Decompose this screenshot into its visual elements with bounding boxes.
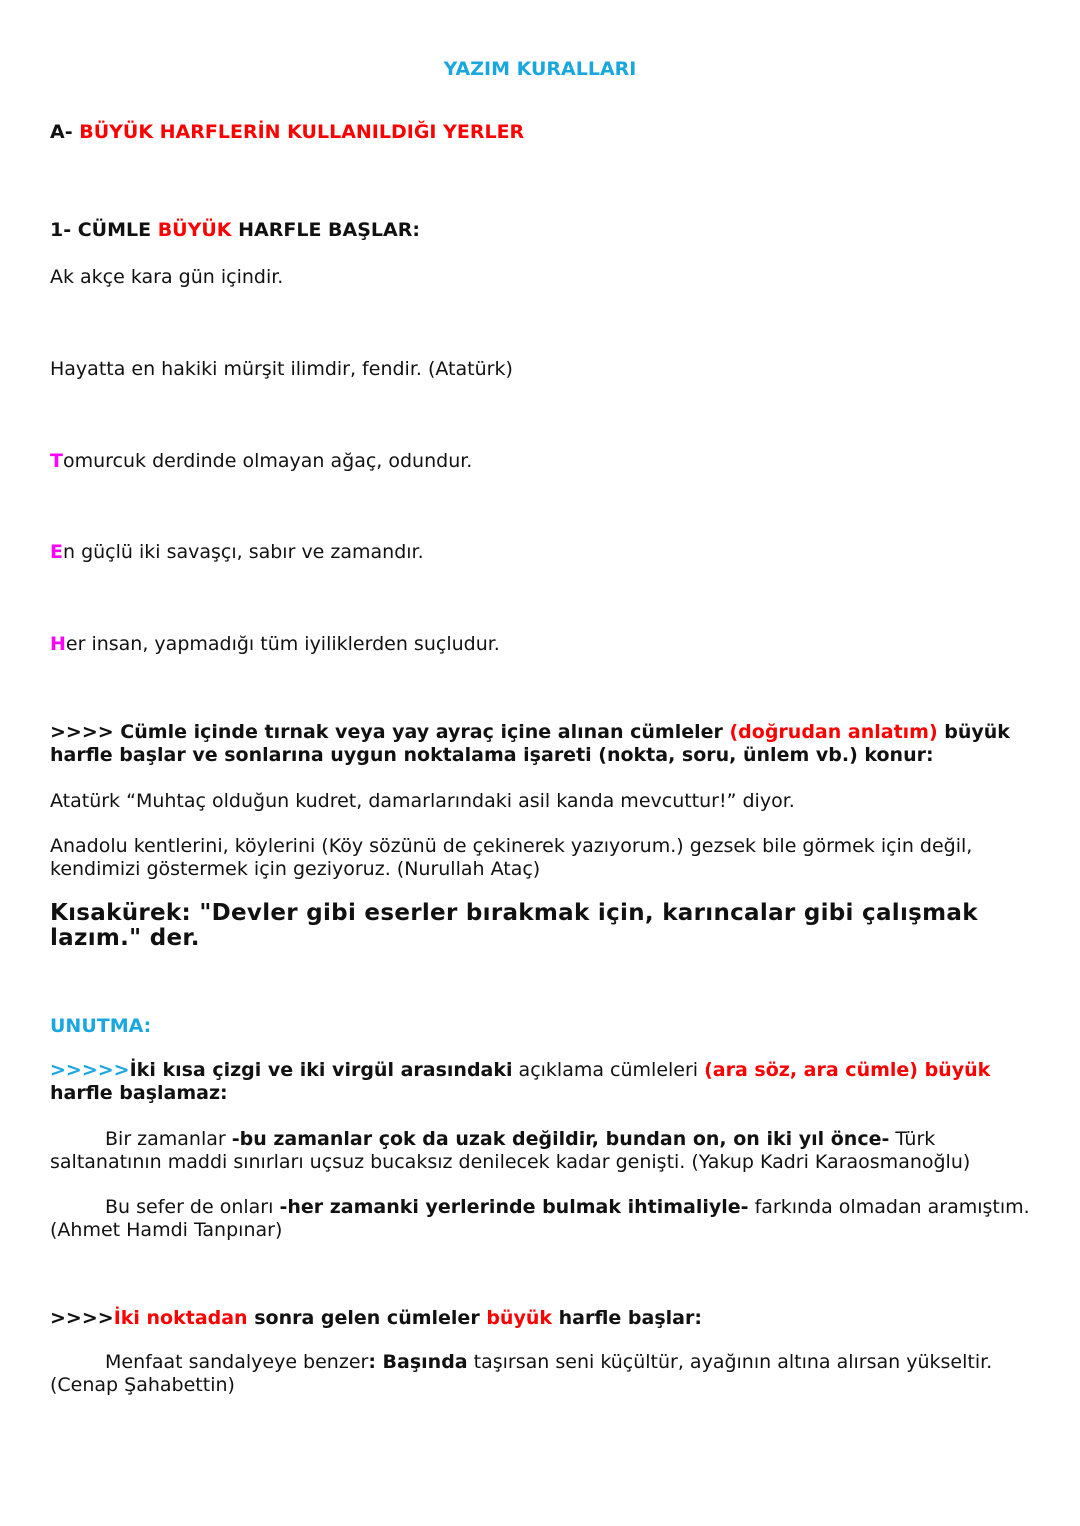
quote-example: Anadolu kentlerini, köylerini (Köy sözünü de çekinerek yazıyorum.) gezsek bile görmek için değil, kendimizi göstermek için geziyoruz. (Nurullah Ataç) — [50, 835, 973, 880]
ara-bold: -bu zamanlar çok da uzak değildir, bundan on, on iki yıl önce- — [231, 1128, 890, 1150]
example-rest: n güçlü iki savaşçı, sabır ve zamandır. — [62, 541, 424, 563]
note-ara-soz — [50, 1059, 1040, 1105]
example-sentence — [50, 541, 1040, 564]
note-arrows: >>>>> — [50, 1059, 130, 1081]
ara-post: Türk saltanatının maddi sınırları uçsuz bucaksız denilecek kadar genişti. (Yakup Kadri Karaosmanoğlu) — [50, 1128, 971, 1173]
big-quote: Kısakürek: "Devler gibi eserler bırakmak için, karıncalar gibi çalışmak lazım." der. — [50, 900, 978, 951]
example-sentence — [50, 633, 1040, 656]
note-red-1: İki noktadan — [113, 1307, 248, 1329]
note-mid: sonra gelen cümleler — [247, 1307, 487, 1329]
rule-1-heading — [50, 219, 1040, 242]
colon-bold: : Başında — [368, 1351, 468, 1373]
colon-example — [50, 1351, 1040, 1397]
ara-example — [50, 1128, 1040, 1174]
unutma-label: UNUTMA: — [50, 1015, 152, 1037]
colon-post: taşırsan seni küçültür, ayağının altına alırsan yükseltir. (Cenap Şahabettin) — [50, 1351, 993, 1396]
rule-1-suffix: HARFLE BAŞLAR: — [231, 219, 420, 241]
example-rest: er insan, yapmadığı tüm iyiliklerden suçludur. — [65, 633, 500, 655]
note-part-1: >>>> Cümle içinde tırnak veya yay ayraç içine alınan cümleler — [50, 721, 730, 743]
note-bold-1: İki kısa çizgi ve iki virgül arasındaki — [129, 1059, 513, 1081]
note-direct-speech — [50, 721, 1040, 767]
colon-pre: Menfaat sandalyeye benzer — [105, 1351, 369, 1373]
section-heading-a — [50, 121, 1040, 144]
note-end: harfle başlar: — [552, 1307, 702, 1329]
ara-example — [50, 1196, 1040, 1242]
note-red: (ara söz, ara cümle) büyük — [704, 1059, 991, 1081]
note-normal: açıklama cümleleri — [512, 1059, 705, 1081]
example-sentence — [50, 358, 1040, 381]
ara-bold: -her zamanki yerlerinde bulmak ihtimaliyle- — [279, 1196, 749, 1218]
note-arrows: >>>> — [50, 1307, 114, 1329]
ara-pre: Bir zamanlar — [105, 1128, 232, 1150]
heading-prefix: A- — [50, 121, 80, 143]
example-rest: Hayatta en hakiki mürşit ilimdir, fendir. (Atatürk) — [50, 358, 513, 380]
example-first-letter: H — [50, 633, 66, 655]
page-title: YAZIM KURALLARI — [443, 58, 637, 80]
example-rest: Ak akçe kara gün içindir. — [50, 266, 284, 288]
ara-pre: Bu sefer de onları — [105, 1196, 280, 1218]
note-part-2: büyük harfle başlar ve sonlarına uygun noktalama işareti (nokta, soru, ünlem vb.) konur: — [50, 721, 1010, 766]
example-first-letter: T — [50, 450, 63, 472]
ara-post: farkında olmadan aramıştım. (Ahmet Hamdi Tanpınar) — [50, 1196, 1030, 1241]
rule-1-highlight: BÜYÜK — [157, 219, 232, 241]
heading-text: BÜYÜK HARFLERİN KULLANILDIĞI YERLER — [79, 121, 525, 143]
note-red: (doğrudan anlatım) — [729, 721, 938, 743]
example-first-letter: E — [50, 541, 63, 563]
note-colon — [50, 1307, 1040, 1330]
note-red-2: büyük — [486, 1307, 552, 1329]
rule-1-prefix: 1- CÜMLE — [50, 219, 158, 241]
note-bold-2: harfle başlamaz: — [50, 1082, 228, 1104]
quote-example: Atatürk “Muhtaç olduğun kudret, damarlarındaki asil kanda mevcuttur!” diyor. — [50, 790, 795, 812]
example-sentence — [50, 266, 1040, 289]
example-rest: omurcuk derdinde olmayan ağaç, odundur. — [62, 450, 473, 472]
example-sentence — [50, 450, 1040, 473]
